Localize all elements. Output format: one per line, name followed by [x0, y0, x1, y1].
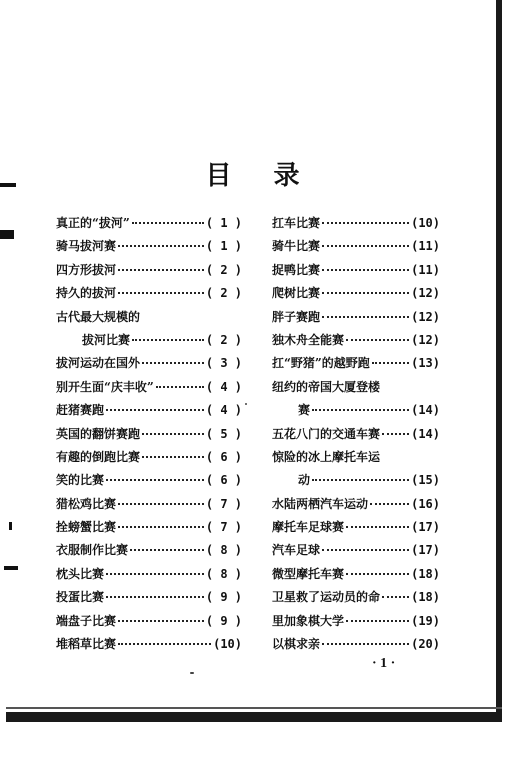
- toc-entry-page: ( 9 ): [205, 590, 242, 605]
- toc-entry-title: 以棋求亲: [272, 637, 321, 652]
- page-number: · 1 ·: [372, 656, 396, 671]
- toc-entry: [272, 586, 440, 609]
- toc-entry-page: ( 1 ): [205, 216, 242, 230]
- toc-entry: [56, 235, 242, 258]
- toc-entry: [56, 399, 242, 422]
- toc-entry: [56, 329, 242, 352]
- toc-entry-title: 英国的翻饼赛跑: [56, 426, 141, 441]
- toc-entry-title: 别开生面“庆丰收”: [56, 379, 154, 394]
- toc-entry-page: ( 6 ): [205, 449, 242, 464]
- toc-entry-page: ( 8 ): [205, 543, 242, 558]
- toc-entry-title: 里加象棋大学: [272, 613, 345, 628]
- bottom-rule-thin: [6, 707, 502, 709]
- toc-entry: [56, 376, 242, 399]
- leader-dots: [346, 526, 409, 528]
- scan-mark: [4, 566, 18, 570]
- toc-entry-page: ( 2 ): [205, 332, 242, 347]
- leader-dots: [118, 526, 204, 528]
- toc-entry-title: 衣服制作比赛: [56, 543, 129, 558]
- toc-entry: [56, 212, 242, 235]
- toc-entry-title: 拔河比赛: [82, 332, 131, 347]
- title-char-1: 目: [205, 161, 232, 191]
- toc-entry-title: 纽约的帝国大厦登楼: [272, 379, 381, 394]
- toc-entry-title: 堆稻草比赛: [56, 637, 117, 652]
- toc-entry-title: 汽车足球: [272, 543, 321, 558]
- toc-entry: [56, 423, 242, 446]
- toc-right-column: [272, 212, 440, 656]
- toc-entry-title: 枕头比赛: [56, 566, 105, 581]
- leader-dots: [132, 222, 204, 224]
- toc-entry: [272, 493, 440, 516]
- leader-dots: [142, 433, 204, 435]
- leader-dots: [346, 573, 409, 575]
- toc-entry-page: ( 2 ): [205, 262, 242, 277]
- toc-entry-page: (18): [411, 590, 440, 605]
- toc-entry: [56, 259, 242, 282]
- toc-entry-title: 四方形拔河: [56, 262, 117, 277]
- toc-entry-title: 惊险的冰上摩托车运: [272, 449, 381, 464]
- toc-entry-page: (19): [411, 613, 440, 628]
- toc-entry: [272, 539, 440, 562]
- toc-entry-page: ( 3 ): [205, 356, 242, 371]
- toc-entry: [56, 469, 242, 492]
- toc-entry: [56, 539, 242, 562]
- leader-dots: [346, 620, 409, 622]
- toc-entry-title: 扛车比赛: [272, 216, 321, 230]
- leader-dots: [322, 316, 409, 318]
- toc-entry-page: ( 6 ): [205, 473, 242, 488]
- toc-entry-page: (16): [411, 496, 440, 511]
- leader-dots: [142, 456, 204, 458]
- leader-dots: [322, 549, 409, 551]
- toc-entry-page: (11): [411, 239, 440, 254]
- toc-entry-page: (17): [411, 543, 440, 558]
- toc-entry: [272, 376, 440, 399]
- leader-dots: [346, 339, 409, 341]
- leader-dots: [372, 362, 409, 364]
- leader-dots: [382, 596, 409, 598]
- toc-entry-title: 真正的“拔河”: [56, 216, 130, 230]
- leader-dots: [382, 433, 409, 435]
- toc-entry-title: 赛: [298, 403, 311, 418]
- toc-entry-title: 扛“野猪”的越野跑: [272, 356, 370, 371]
- toc-entry-title: 拔河运动在国外: [56, 356, 141, 371]
- toc-entry-title: 微型摩托车赛: [272, 566, 345, 581]
- toc-entry-title: 投蛋比赛: [56, 590, 105, 605]
- toc-entry-title: 骑马拔河赛: [56, 239, 117, 254]
- toc-entry: [272, 633, 440, 656]
- leader-dots: [118, 269, 204, 271]
- toc-entry: [56, 446, 242, 469]
- toc-entry-page: ( 2 ): [205, 286, 242, 301]
- toc-entry: [272, 563, 440, 586]
- toc-entry-page: ( 1 ): [205, 239, 242, 254]
- toc-entry-page: (11): [411, 262, 440, 277]
- leader-dots: [322, 269, 409, 271]
- leader-dots: [322, 245, 409, 247]
- leader-dots: [118, 503, 204, 505]
- leader-dots: [118, 245, 204, 247]
- toc-entry-title: 持久的拔河: [56, 286, 117, 301]
- toc-entry-title: 胖子赛跑: [272, 309, 321, 324]
- toc-entry: [56, 563, 242, 586]
- leader-dots: [118, 292, 204, 294]
- toc-entry-title: 卫星救了运动员的命: [272, 590, 381, 605]
- leader-dots: [156, 386, 204, 388]
- toc-entry-page: ( 8 ): [205, 566, 242, 581]
- toc-entry-page: (13): [411, 356, 440, 371]
- toc-entry-title: 捉鸭比赛: [272, 262, 321, 277]
- toc-entry: [272, 446, 440, 469]
- scan-mark: [9, 522, 12, 530]
- toc-entry: [272, 610, 440, 633]
- toc-entry-title: 拴螃蟹比赛: [56, 520, 117, 535]
- scan-speck: [190, 672, 194, 674]
- toc-entry-title: 独木舟全能赛: [272, 332, 345, 347]
- toc-entry-page: (14): [411, 426, 440, 441]
- toc-entry: [272, 516, 440, 539]
- toc-entry-title: 水陆两栖汽车运动: [272, 496, 369, 511]
- leader-dots: [370, 503, 409, 505]
- toc-entry: [272, 423, 440, 446]
- toc-entry: [56, 306, 242, 329]
- toc-entry-page: (20): [411, 637, 440, 652]
- toc-entry-title: 五花八门的交通车赛: [272, 426, 381, 441]
- toc-entry-page: (17): [411, 520, 440, 535]
- toc-entry: [56, 633, 242, 656]
- toc-entry-title: 有趣的倒跑比赛: [56, 449, 141, 464]
- toc-entry: [56, 516, 242, 539]
- scan-mark: [0, 230, 14, 239]
- bottom-rule: [6, 712, 502, 722]
- toc-entry-page: (12): [411, 332, 440, 347]
- toc-entry: [272, 352, 440, 375]
- toc-entry: [272, 399, 440, 422]
- toc-entry: [56, 352, 242, 375]
- toc-entry-page: (12): [411, 286, 440, 301]
- toc-entry-title: 骑牛比赛: [272, 239, 321, 254]
- toc-entry-page: (18): [411, 566, 440, 581]
- toc-entry: [272, 212, 440, 235]
- toc-entry: [56, 586, 242, 609]
- toc-entry-title: 动: [298, 473, 311, 488]
- toc-entry: [272, 329, 440, 352]
- toc-entry: [272, 235, 440, 258]
- toc-entry-title: 笑的比赛: [56, 473, 105, 488]
- toc-entry: [56, 282, 242, 305]
- toc-entry-title: 赶猪赛跑: [56, 403, 105, 418]
- toc-entry-page: (15): [411, 473, 440, 488]
- toc-entry-page: ( 7 ): [205, 520, 242, 535]
- toc-entry-page: (10): [213, 637, 242, 652]
- toc-entry-page: (12): [411, 309, 440, 324]
- toc-entry-page: ( 7 ): [205, 496, 242, 511]
- leader-dots: [106, 409, 204, 411]
- leader-dots: [142, 362, 204, 364]
- toc-entry-title: 古代最大规模的: [56, 309, 141, 324]
- page-title: [0, 155, 505, 192]
- leader-dots: [322, 292, 409, 294]
- toc-entry-page: (14): [411, 403, 440, 418]
- toc-entry: [272, 469, 440, 492]
- toc-entry: [272, 282, 440, 305]
- toc-entry: [56, 610, 242, 633]
- toc-entry-page: (10): [411, 216, 440, 230]
- toc-entry-title: 猎松鸡比赛: [56, 496, 117, 511]
- leader-dots: [132, 339, 204, 341]
- toc-entry: [56, 493, 242, 516]
- title-char-2: 录: [273, 161, 300, 191]
- toc-entry-title: 爬树比赛: [272, 286, 321, 301]
- toc-entry-title: 端盘子比赛: [56, 613, 117, 628]
- leader-dots: [106, 573, 204, 575]
- toc-entry-page: ( 4 ): [205, 403, 242, 418]
- toc-left-column: [56, 212, 242, 656]
- leader-dots: [118, 620, 204, 622]
- leader-dots: [322, 222, 409, 224]
- toc-entry-page: ( 5 ): [205, 426, 242, 441]
- leader-dots: [118, 643, 211, 645]
- page-edge-shadow: [496, 0, 502, 716]
- leader-dots: [106, 596, 204, 598]
- toc-entry: [272, 259, 440, 282]
- toc-entry-title: 摩托车足球赛: [272, 520, 345, 535]
- toc-entry-page: ( 4 ): [205, 379, 242, 394]
- leader-dots: [312, 479, 409, 481]
- toc-entry-page: ( 9 ): [205, 613, 242, 628]
- leader-dots: [106, 479, 204, 481]
- scan-speck: [245, 403, 247, 405]
- leader-dots: [312, 409, 409, 411]
- leader-dots: [130, 549, 204, 551]
- leader-dots: [322, 643, 409, 645]
- toc-entry: [272, 306, 440, 329]
